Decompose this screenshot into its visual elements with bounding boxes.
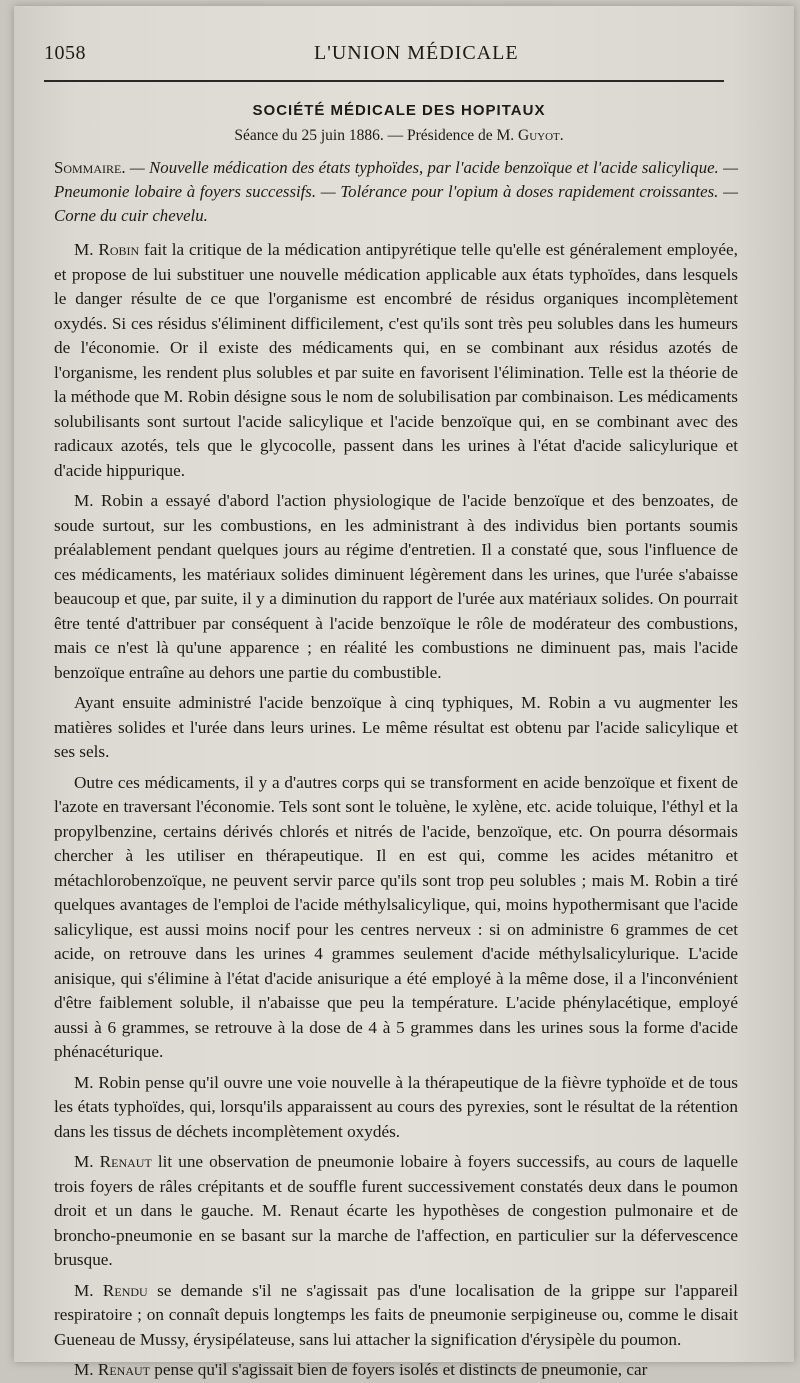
paragraph-text: lit une observation de pneumonie lobaire à foyers successifs, au cours de laquelle trois foyers de râles crépitants et de souffle furent successivement constatés deux dans le poumon droit et un dans le gauche. M. Renaut écarte les hypothèses de congestion pulmonaire et de broncho-pneumonie en se basant sur la marche de l'affection, en particulier sur la défervescence brusque. xyxy=(54,1152,739,1269)
paragraph-text: Outre ces médicaments, il y a d'autres corps qui se transforment en acide benzoïque et fixent de l'azote en traversant l'économie. Tels sont sont le toluène, le xylène, etc. acide toluique, l'éthyl et la propylbenzine, certains dérivés chlorés et nitrés de l'acide, benzoïque, etc. On pourra désormais chercher à les utiliser en thérapeutique. Il en est qui, comme les acides métanitro et métachlorobenzoïque, ne peuvent servir parce qu'ils sont trop peu solubles ; mais M. Robin a tiré quelques avantages de l'emploi de l'acide méthylsalicylique, qui, moins hypothermisant que l'acide salicylique, est aussi moins nocif pour les centres nerveux : si on administre 6 grammes de cet acide, on retrouve dans les urines 4 grammes seulement d'acide méthylsalicylurique. L'acide anisique, qui s'élimine à l'état d'acide anisurique a été employé à la même dose, il a l'inconvénient d'être faiblement soluble, il n'abaisse que peu la température. L'acide phénylacétique, employé aussi à 6 grammes, se retrouve à la dose de 4 à 5 grammes dans les urines sous la forme d'acide phénacéturique. xyxy=(54,772,738,1061)
summary-text: — Nouvelle médication des états typhoïdes, par l'acide benzoïque et l'acide salicylique. — Pneumonie lobaire à foyers successifs. — Tolérance pour l'opium à doses rapidement croissantes. — Corne du cuir chevelu. xyxy=(54,158,738,225)
paragraph-text: fait la critique de la médication antipyrétique telle qu'elle est généralement employée, et propose de lui substituer une nouvelle médication applicable aux états typhoïdes, dans lesquels le danger résulte de ce que l'organisme est encombré de résidus organiques incomplètement oxydés. Si ces résidus s'éliminent difficilement, c'est qu'ils sont très peu solubles dans les humeurs de l'économie. Or il existe des médicaments qui, en se combinant aux résidus azotés de l'organisme, les rendent plus solubles et par suite en favorisent l'élimination. Telle est la théorie de la méthode que M. Robin désigne sous le nom de solubilisation par combinaison. Les médicaments solubilisants sont surtout l'acide salicylique et l'acide benzoïque qui, en se combinant avec des radicaux azotés, tels que le glycocolle, passent dans les urines à l'état d'acide salicylurique et d'acide hippurique. xyxy=(54,240,738,480)
paragraph-text: se demande s'il ne s'agissait pas d'une localisation de la grippe sur l'appareil respiratoire ; on connaît depuis longtemps les faits de pneumonie serpigineuse ou, comme le disait Gueneau de Mussy, érysipélateuse, sans lui attacher la signification d'érysipèle du poumon. xyxy=(54,1280,738,1349)
paragraph xyxy=(54,691,738,765)
summary-label: Sommaire. xyxy=(54,158,126,177)
speaker-name: M. Renaut xyxy=(74,1360,150,1379)
paragraph xyxy=(54,771,738,1065)
session-president: Guyot. xyxy=(518,127,564,144)
session-date: Séance du 25 juin 1886. — Présidence de M. xyxy=(234,127,519,144)
header-rule xyxy=(44,80,724,82)
speaker-name: M. Renaut xyxy=(74,1152,152,1171)
paragraph xyxy=(54,1279,738,1353)
paragraph xyxy=(54,489,738,685)
paragraph-text: pense qu'il s'agissait bien de foyers isolés et distincts de pneumonie, car xyxy=(150,1360,648,1379)
document-page xyxy=(14,6,794,1379)
page-number: 1058 xyxy=(44,42,86,64)
speaker-name: M. Robin xyxy=(74,240,140,259)
paragraph xyxy=(54,1150,738,1273)
session-line xyxy=(14,127,784,145)
speaker-name: M. Rendu xyxy=(74,1280,148,1300)
running-head xyxy=(44,42,724,72)
paragraph-text: M. Robin a essayé d'abord l'action physiologique de l'acide benzoïque et des benzoates, de soude surtout, sur les combustions, en les administrant à des individus bien portants soumis préalablement pendant quelques jours au régime d'entretien. Il a constaté que, sous l'influence de ces médicaments, les matériaux solides diminuent légèrement dans les urines, que l'urée s'abaisse beaucoup et que, par suite, il y a diminution du rapport de l'urée aux matériaux solides. On pourrait être tenté d'attribuer par conséquent à l'acide benzoïque le rôle de modérateur des combustions, mais ce n'est là qu'une apparence ; en réalité les combustions ne diminuent pas, mais l'acide benzoïque entraîne au dehors une partie du combustible. xyxy=(54,491,738,682)
summary xyxy=(54,156,738,228)
paragraph xyxy=(54,1358,738,1383)
article-body xyxy=(54,156,738,1383)
section-heading: SOCIÉTÉ MÉDICALE DES HOPITAUX xyxy=(252,102,546,119)
journal-title: L'UNION MÉDICALE xyxy=(314,42,519,64)
paragraph-text: M. Robin pense qu'il ouvre une voie nouvelle à la thérapeutique de la fièvre typhoïde et de tous les états typhoïdes, qui, lorsqu'ils apparaissent au cours des pyrexies, sont le résultat de la rétention dans les tissus de déchets incomplètement oxydés. xyxy=(54,1072,738,1141)
paragraph-text: Ayant ensuite administré l'acide benzoïque à cinq typhiques, M. Robin a vu augmenter les matières solides et l'urée dans leurs urines. Le même résultat est obtenu par l'acide salicylique et ses sels. xyxy=(54,693,738,761)
paragraph xyxy=(54,238,738,483)
paragraph xyxy=(54,1071,738,1145)
